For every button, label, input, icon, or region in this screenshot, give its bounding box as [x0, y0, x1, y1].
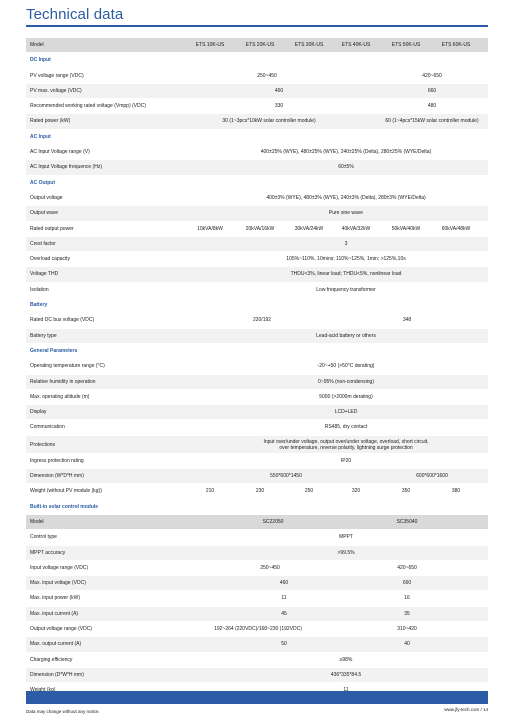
technical-data-table — [26, 38, 488, 698]
table-row — [26, 405, 488, 420]
row-label: Max. input current (A) — [30, 610, 79, 617]
table-cell: 310~420 — [397, 625, 417, 632]
page-title: Technical data — [26, 6, 124, 23]
table-cell: Low frequency transformer — [316, 286, 376, 293]
table-cell: 420~650 — [397, 564, 417, 571]
model-column-header: ETS 40K-US — [341, 42, 371, 48]
table-row — [26, 436, 488, 454]
row-label: Isolation — [30, 286, 49, 293]
table-row — [26, 237, 488, 252]
page-header — [0, 0, 514, 28]
table-cell: 50kVA/40kW — [391, 225, 421, 232]
row-label: Model — [30, 518, 44, 525]
table-cell: Pure sine wave — [328, 210, 364, 217]
table-cell: 660 — [427, 87, 437, 94]
table-cell: 250~450 — [257, 72, 277, 79]
row-label: Operating temperature range (°C) — [30, 363, 105, 370]
table-row — [26, 591, 488, 606]
row-label: Protections — [30, 441, 56, 448]
table-row — [26, 484, 488, 499]
row-label: Ingress protection rating — [30, 457, 84, 464]
table-row — [26, 114, 488, 129]
table-row — [26, 668, 488, 683]
table-cell: 5000 (>2000m derating) — [319, 393, 373, 400]
table-cell: 20kVA/16kW — [245, 225, 275, 232]
row-label: Output voltage — [30, 194, 63, 201]
row-label: Model — [30, 42, 44, 48]
row-label: AC Input Voltage frequence (Hz) — [30, 164, 102, 171]
row-label: Built-in solar control module — [30, 503, 99, 510]
table-cell: 40kVA/32kW — [341, 225, 371, 232]
row-label: Display — [30, 409, 47, 416]
row-label: General Parameters — [30, 347, 78, 354]
table-cell: 220/192 — [252, 317, 272, 324]
row-label: Voltage THD — [30, 271, 59, 278]
footer-page: www.jfy-tech.com / 14 — [444, 707, 488, 712]
table-cell: 436*335*84.5 — [330, 671, 362, 678]
table-cell: 45 — [281, 610, 287, 617]
table-cell: 320 — [351, 488, 361, 495]
row-label: Control type — [30, 534, 57, 541]
table-row — [26, 329, 488, 344]
table-row — [26, 637, 488, 652]
model-column-header: ETS 50K-US — [391, 42, 421, 48]
table-cell: IP20 — [340, 457, 352, 464]
table-row — [26, 622, 488, 637]
table-cell: 230 — [255, 488, 265, 495]
table-cell: 480 — [427, 103, 437, 110]
solar-model-row — [26, 515, 488, 530]
table-row — [26, 222, 488, 237]
row-label: Overload capacity — [30, 256, 71, 263]
table-row — [26, 420, 488, 435]
table-cell: 30kVA/24kW — [294, 225, 324, 232]
table-cell: 600*600*1600 — [416, 473, 448, 480]
row-label: Input voltage range (VDC) — [30, 564, 89, 571]
table-row — [26, 359, 488, 374]
row-label: AC Output — [30, 179, 55, 186]
table-cell: 192~264 (220VDC)/168~230 (192VDC) — [214, 625, 302, 632]
table-cell: 105%~110%, 10mins; 110%~125%, 1min; >125%,10s — [286, 256, 406, 263]
table-cell: Input over/under voltage, output over/under voltage, overload, short circuit, — [263, 438, 429, 445]
table-row — [26, 69, 488, 84]
table-row — [26, 375, 488, 390]
row-label: Weight (without PV module (kg)) — [30, 488, 102, 495]
table-cell: 380 — [451, 488, 461, 495]
row-label: Max. input power (kW) — [30, 595, 81, 602]
table-row — [26, 191, 488, 206]
row-label: Recommended working rated voltage (Vmpp) (VDC) — [30, 103, 146, 110]
table-row — [26, 469, 488, 484]
table-cell: 460 — [279, 580, 289, 587]
table-row — [26, 206, 488, 221]
table-row — [26, 576, 488, 591]
table-cell: SC35040 — [396, 518, 418, 525]
table-row — [26, 267, 488, 282]
table-cell: 60 (1~4pcs*15kW solar controller module) — [385, 118, 479, 125]
row-label: Relative humidity in operation — [30, 378, 96, 385]
table-cell: LCD+LED — [334, 409, 358, 416]
table-row — [26, 283, 488, 298]
table-cell: RS485, dry contact — [324, 424, 368, 431]
row-label: Battery — [30, 302, 48, 309]
table-cell: MPPT — [339, 534, 353, 541]
table-row — [26, 145, 488, 160]
table-header-row — [26, 38, 488, 53]
table-row — [26, 84, 488, 99]
table-cell: 210 — [205, 488, 215, 495]
row-label: Dimension (W*D*H mm) — [30, 473, 84, 480]
table-row — [26, 530, 488, 545]
row-label: Rated output power — [30, 225, 74, 232]
table-cell: 250~450 — [260, 564, 280, 571]
title-rule — [26, 25, 488, 27]
table-row — [26, 546, 488, 561]
table-cell: THDU<3%, linear load; THDU<5%, nonlinear load — [290, 271, 402, 278]
table-cell: ≥98% — [339, 656, 353, 663]
table-cell: 0~95% (non-condensing) — [317, 378, 375, 385]
section-heading — [26, 344, 488, 359]
model-column-header: ETS 20K-US — [245, 42, 275, 48]
table-cell: >99.5% — [337, 549, 355, 556]
table-cell: 460 — [274, 87, 284, 94]
section-heading — [26, 176, 488, 191]
footer-bar — [26, 691, 488, 704]
table-cell: 30 (1~3pcs*10kW solar controller module) — [222, 118, 316, 125]
table-cell: 35 — [404, 610, 410, 617]
row-label: DC Input — [30, 57, 51, 64]
section-heading — [26, 298, 488, 313]
table-cell: 50 — [281, 641, 287, 648]
row-label: Max. output current (A) — [30, 641, 82, 648]
row-label: Crest factor — [30, 240, 56, 247]
table-row — [26, 454, 488, 469]
row-label: MPPT accuracy — [30, 549, 66, 556]
table-cell: over temperature, reverse polarity, lightning surge protection — [279, 444, 413, 451]
table-cell: 40 — [404, 641, 410, 648]
table-cell: SC22050 — [262, 518, 284, 525]
table-row — [26, 607, 488, 622]
model-column-header: ETS 10K-US — [195, 42, 225, 48]
row-label: Dimension (D*W*H mm) — [30, 671, 84, 678]
table-row — [26, 390, 488, 405]
table-cell: 10kVA/8kW — [197, 225, 223, 232]
table-cell: 330 — [274, 103, 284, 110]
row-label: Max. input voltage (VDC) — [30, 580, 86, 587]
table-row — [26, 653, 488, 668]
table-cell: 400±25% (WYE), 480±25% (WYE), 240±25% (Delta), 280±25% (WYE/Delta) — [260, 149, 432, 156]
table-cell: 3 — [344, 240, 348, 247]
row-label: AC Input Voltage range (V) — [30, 149, 90, 156]
table-row — [26, 99, 488, 114]
section-heading — [26, 500, 488, 515]
table-row — [26, 252, 488, 267]
row-label: Output wave — [30, 210, 59, 217]
model-column-header: ETS 60K-US — [441, 42, 471, 48]
table-row — [26, 313, 488, 328]
row-label: AC Input — [30, 133, 51, 140]
table-cell: 250 — [304, 488, 314, 495]
table-cell: 348 — [402, 317, 412, 324]
row-label: Max. operating altitude (m) — [30, 393, 90, 400]
table-cell: 16 — [404, 595, 410, 602]
table-cell: -20~+50 (>50°C derating) — [317, 363, 375, 370]
table-cell: 350 — [401, 488, 411, 495]
row-label: Rated power (kW) — [30, 118, 71, 125]
model-column-header: ETS 30K-US — [294, 42, 324, 48]
table-cell: 11 — [281, 595, 287, 602]
row-label: PV voltage range (VDC) — [30, 72, 84, 79]
row-label: Battery type — [30, 332, 57, 339]
section-heading — [26, 53, 488, 68]
row-label: Output voltage range (VDC) — [30, 625, 92, 632]
table-cell: 420~650 — [422, 72, 442, 79]
section-heading — [26, 130, 488, 145]
row-label: Rated DC bus voltage (VDC) — [30, 317, 95, 324]
table-row — [26, 561, 488, 576]
table-cell: 60±5% — [338, 164, 354, 171]
row-label: Charging efficiency — [30, 656, 73, 663]
table-row — [26, 160, 488, 175]
table-cell: 550*600*1450 — [270, 473, 302, 480]
row-label: PV max. voltage (VDC) — [30, 87, 82, 94]
row-label: Communication — [30, 424, 65, 431]
table-cell: 660 — [402, 580, 412, 587]
table-cell: Lead-acid battery or others — [316, 332, 376, 339]
footer-note: Data may change without any notice. — [26, 709, 100, 714]
table-cell: 60kVA/48kW — [441, 225, 471, 232]
table-cell: 400±3% (WYE), 480±3% (WYE), 240±3% (Delta), 280±3% (WYE/Delta) — [266, 194, 426, 201]
